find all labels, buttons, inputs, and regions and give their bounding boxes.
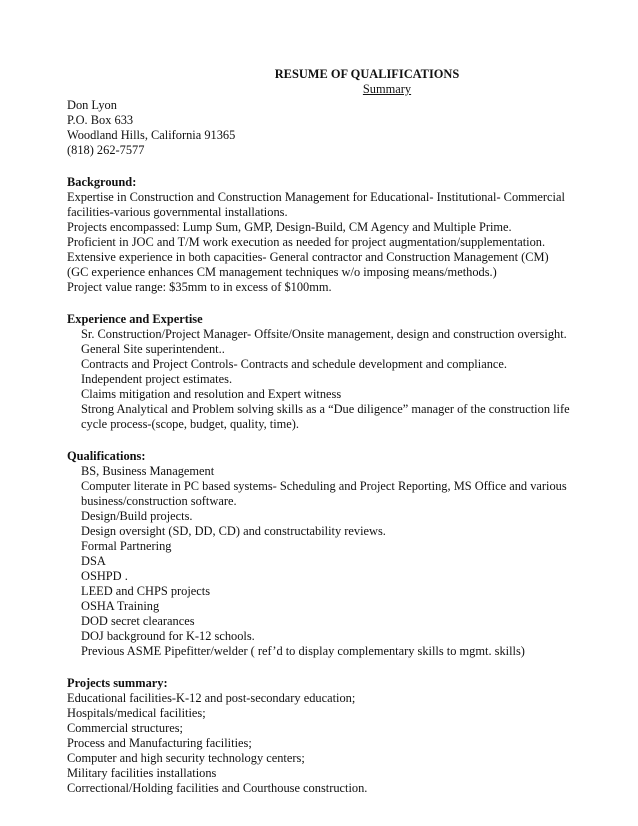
background-line: (GC experience enhances CM management techniques w/o imposing means/methods.)	[67, 265, 497, 279]
resume-page	[67, 67, 587, 796]
experience-line: Strong Analytical and Problem solving skills as a “Due diligence” manager of the construction life	[81, 402, 570, 416]
experience-line: cycle process-(scope, budget, quality, time).	[81, 417, 300, 431]
qualification-line: Design/Build projects.	[81, 509, 193, 523]
background-line: Expertise in Construction and Construction Management for Educational- Institutional- Commercial	[67, 190, 565, 204]
spacer	[67, 295, 587, 311]
project-line: Computer and high security technology centers;	[67, 751, 305, 765]
experience-section	[67, 311, 587, 432]
qualification-line: Design oversight (SD, DD, CD) and constructability reviews.	[81, 524, 386, 538]
project-line: Commercial structures;	[67, 721, 183, 735]
experience-line: Claims mitigation and resolution and Expert witness	[81, 387, 342, 401]
qualification-line: OSHA Training	[81, 599, 160, 613]
background-line: Project value range: $35mm to in excess of $100mm.	[67, 280, 332, 294]
contact-block	[67, 98, 587, 158]
contact-address: P.O. Box 633	[67, 113, 134, 127]
background-line: Extensive experience in both capacities- General contractor and Construction Management (CM)	[67, 250, 549, 264]
qualification-line: Formal Partnering	[81, 539, 172, 553]
project-line: Military facilities installations	[67, 766, 217, 780]
qualifications-section	[67, 448, 587, 659]
qualification-line: Previous ASME Pipefitter/welder ( ref’d to display complementary skills to mgmt. skills)	[81, 644, 525, 658]
projects-section	[67, 675, 587, 796]
project-line: Correctional/Holding facilities and Courthouse construction.	[67, 781, 368, 795]
spacer	[67, 432, 587, 448]
project-line: Process and Manufacturing facilities;	[67, 736, 252, 750]
spacer	[67, 158, 587, 174]
qualification-line: business/construction software.	[81, 494, 237, 508]
page-subtitle: Summary	[362, 82, 412, 96]
qualification-line: Computer literate in PC based systems- Scheduling and Project Reporting, MS Office and various	[81, 479, 567, 493]
experience-line: Contracts and Project Controls- Contracts and schedule development and compliance.	[81, 357, 507, 371]
contact-city: Woodland Hills, California 91365	[67, 128, 236, 142]
qualification-line: DOD secret clearances	[81, 614, 195, 628]
projects-heading: Projects summary:	[67, 676, 168, 690]
qualification-line: DSA	[81, 554, 106, 568]
experience-line: Independent project estimates.	[81, 372, 233, 386]
contact-name: Don Lyon	[67, 98, 117, 112]
experience-line: Sr. Construction/Project Manager- Offsite/Onsite management, design and construction oversight.	[81, 327, 567, 341]
page-title: RESUME OF QUALIFICATIONS	[274, 67, 460, 81]
spacer	[67, 659, 587, 675]
project-line: Educational facilities-K-12 and post-secondary education;	[67, 691, 356, 705]
qualification-line: DOJ background for K-12 schools.	[81, 629, 255, 643]
contact-phone: (818) 262-7577	[67, 143, 145, 157]
qualification-line: OSHPD .	[81, 569, 128, 583]
background-heading: Background:	[67, 175, 137, 189]
experience-heading: Experience and Expertise	[67, 312, 203, 326]
qualifications-heading: Qualifications:	[67, 449, 146, 463]
qualification-line: BS, Business Management	[81, 464, 215, 478]
background-line: facilities-various governmental installations.	[67, 205, 288, 219]
project-line: Hospitals/medical facilities;	[67, 706, 206, 720]
qualification-line: LEED and CHPS projects	[81, 584, 211, 598]
experience-line: General Site superintendent..	[81, 342, 225, 356]
background-line: Projects encompassed: Lump Sum, GMP, Design-Build, CM Agency and Multiple Prime.	[67, 220, 512, 234]
background-line: Proficient in JOC and T/M work execution as needed for project augmentation/supplementation.	[67, 235, 546, 249]
background-section	[67, 174, 587, 295]
